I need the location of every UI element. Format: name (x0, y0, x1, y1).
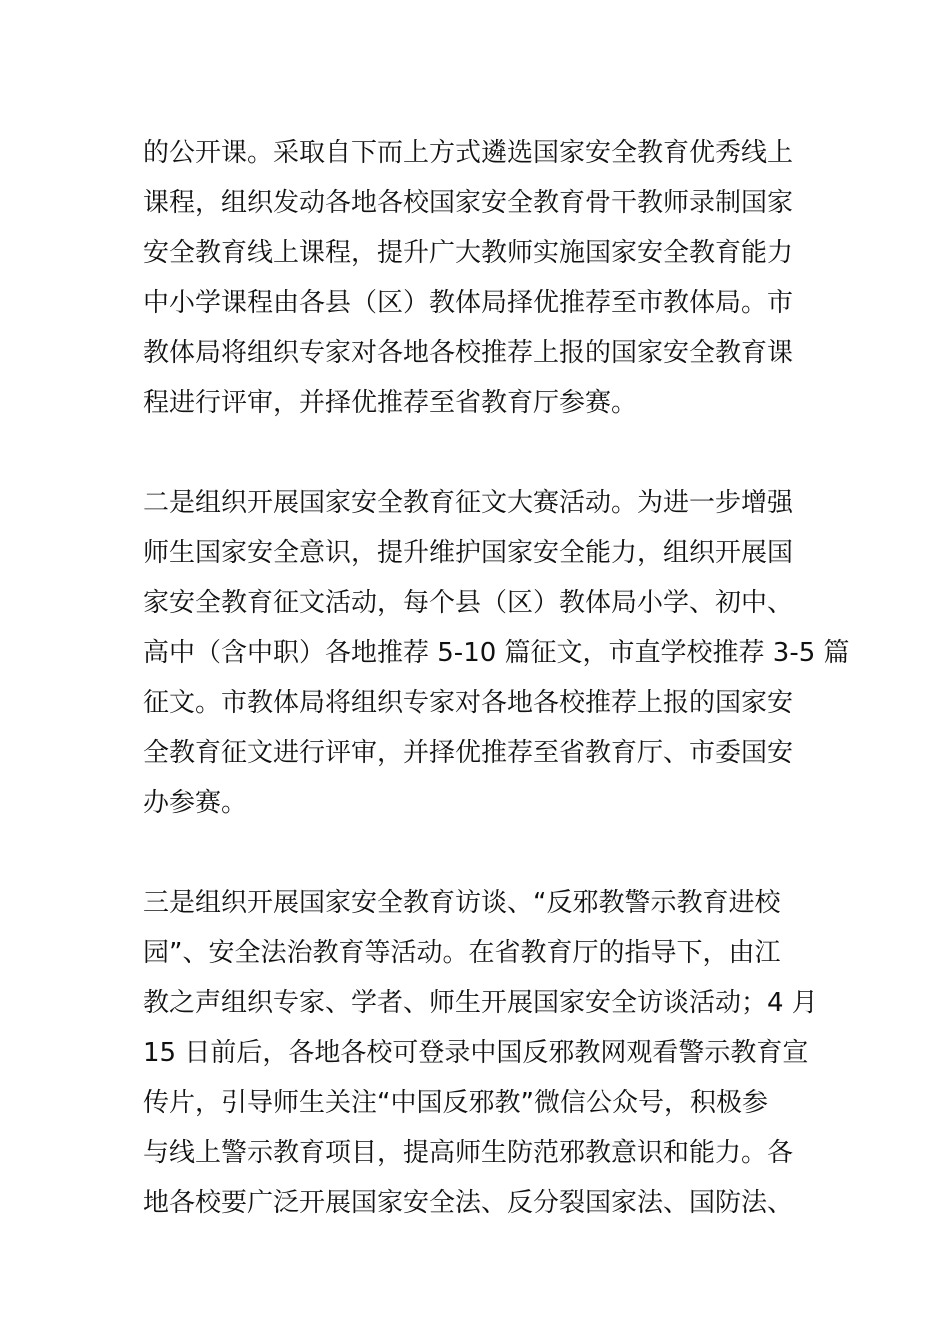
text-line: 的公开课。采取自下而上方式遴选国家安全教育优秀线上 (143, 138, 794, 168)
text-line: 家安全教育征文活动，每个县（区）教体局小学、初中、 (143, 588, 794, 618)
text-line: 征文。市教体局将组织专家对各地各校推荐上报的国家安 (143, 688, 794, 718)
text-line: 传片，引导师生关注“中国反邪教”微信公众号，积极参 (143, 1088, 768, 1118)
text-line: 安全教育线上课程，提升广大教师实施国家安全教育能力 (143, 238, 794, 268)
text-line: 师生国家安全意识，提升维护国家安全能力，组织开展国 (143, 538, 794, 568)
text-line: 中小学课程由各县（区）教体局择优推荐至市教体局。市 (143, 288, 794, 318)
text-line: 二是组织开展国家安全教育征文大赛活动。为进一步增强 (143, 488, 794, 518)
text-line: 15 日前后，各地各校可登录中国反邪教网观看警示教育宣 (143, 1038, 809, 1068)
text-line: 地各校要广泛开展国家安全法、反分裂国家法、国防法、 (143, 1188, 794, 1218)
paragraph-online-courses (143, 128, 809, 428)
text-line: 课程，组织发动各地各校国家安全教育骨干教师录制国家 (143, 188, 794, 218)
paragraph-interviews-activities (143, 878, 818, 1228)
text-line: 三是组织开展国家安全教育访谈、“反邪教警示教育进校 (143, 888, 781, 918)
text-line: 与线上警示教育项目，提高师生防范邪教意识和能力。各 (143, 1138, 794, 1168)
text-line: 程进行评审，并择优推荐至省教育厅参赛。 (143, 388, 638, 418)
document-body (143, 128, 850, 1278)
text-line: 教之声组织专家、学者、师生开展国家安全访谈活动；4 月 (143, 988, 818, 1018)
text-line: 全教育征文进行评审，并择优推荐至省教育厅、市委国安 (143, 738, 794, 768)
text-line: 园”、安全法治教育等活动。在省教育厅的指导下，由江 (143, 938, 781, 968)
paragraph-essay-contest (143, 478, 850, 828)
text-line: 高中（含中职）各地推荐 5-10 篇征文，市直学校推荐 3-5 篇 (143, 638, 850, 668)
text-line: 办参赛。 (143, 788, 248, 818)
text-line: 教体局将组织专家对各地各校推荐上报的国家安全教育课 (143, 338, 794, 368)
